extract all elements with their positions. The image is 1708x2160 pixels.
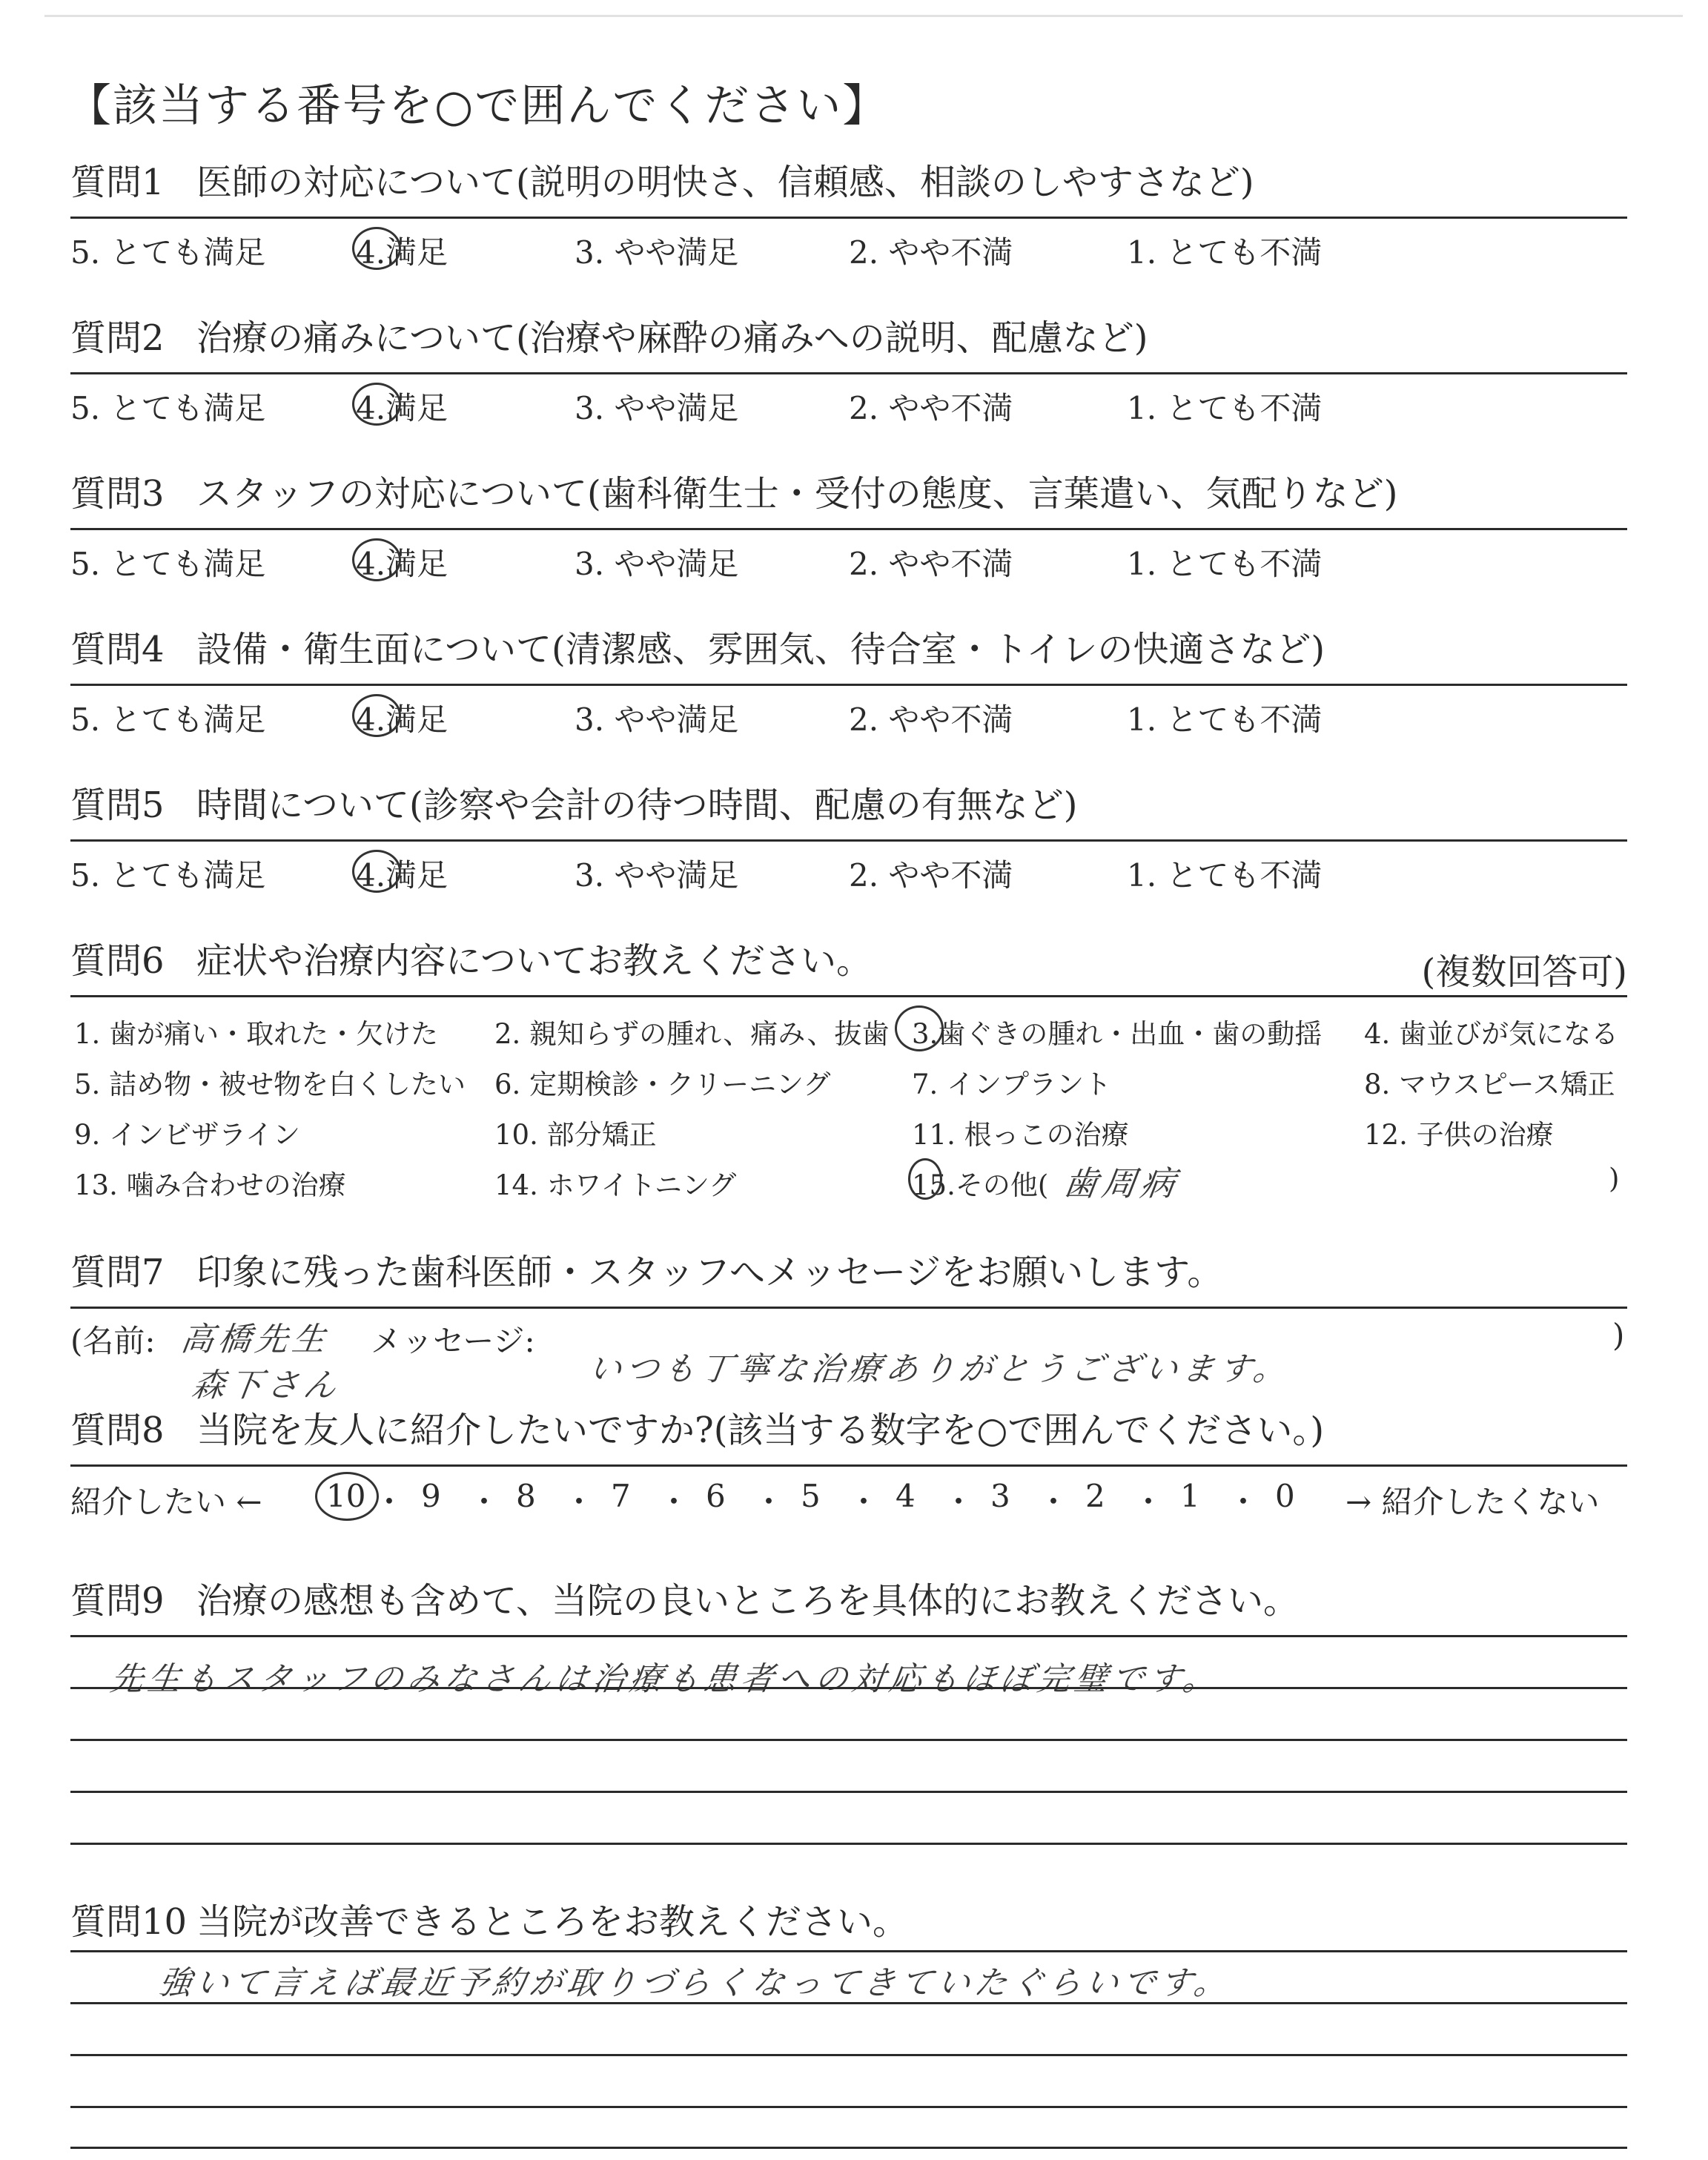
- question-number: 質問2: [70, 317, 165, 359]
- question-6: [70, 940, 1627, 1210]
- question-title: 時間について(診察や会計の待つ時間、配慮の有無など): [196, 785, 1078, 826]
- answer-line: [70, 2106, 1627, 2108]
- scale-separator-dot: ・: [374, 1484, 406, 1520]
- scale-separator-dot: ・: [848, 1484, 880, 1520]
- symptom-option-1[interactable]: 1. 歯が痛い・取れた・欠けた: [74, 1018, 439, 1050]
- symptom-option-13[interactable]: 13. 噛み合わせの治療: [74, 1169, 346, 1201]
- scale-separator-dot: ・: [469, 1484, 500, 1520]
- question-title: 治療の感想も含めて、当院の良いところを具体的にお教えください。: [196, 1580, 1300, 1622]
- question-8: [70, 1410, 1627, 1524]
- symptom-option-2[interactable]: 2. 親知らずの腫れ、痛み、抜歯: [494, 1018, 890, 1050]
- recommend-right-label: → 紹介したくない: [1345, 1484, 1600, 1520]
- question-title: 印象に残った歯科医師・スタッフへメッセージをお願いします。: [196, 1252, 1223, 1293]
- question-5: [70, 785, 1627, 894]
- question-rule: [70, 372, 1627, 374]
- symptom-option-12[interactable]: 12. 子供の治療: [1364, 1119, 1554, 1151]
- question-title: 当院が改善できるところをお教えください。: [196, 1901, 909, 1943]
- question-title: 症状や治療内容についてお教えください。: [196, 940, 873, 982]
- answer-line: [70, 1843, 1627, 1845]
- selected-circle: [908, 1158, 942, 1200]
- option-1[interactable]: 1. とても不満: [1127, 390, 1323, 426]
- question-title: 当院を友人に紹介したいですか?(該当する数字を○で囲んでください。): [196, 1410, 1325, 1451]
- option-1[interactable]: 1. とても不満: [1127, 546, 1323, 582]
- message-handwritten: いつも丁寧な治療ありがとうございます。: [586, 1350, 1294, 1388]
- close-paren: ): [1612, 1317, 1625, 1353]
- symptom-option-11[interactable]: 11. 根っこの治療: [912, 1119, 1129, 1151]
- page-header: 【該当する番号を○で囲んでください】: [67, 80, 889, 132]
- recommend-score-9[interactable]: 9: [421, 1478, 441, 1514]
- option-2[interactable]: 2. やや不満: [849, 701, 1013, 738]
- selected-circle: [895, 1005, 944, 1051]
- recommend-score-1[interactable]: 1: [1180, 1478, 1200, 1514]
- recommend-score-0[interactable]: 0: [1275, 1478, 1295, 1514]
- question-4: [70, 629, 1627, 738]
- question-rule: [70, 995, 1627, 997]
- option-1[interactable]: 1. とても不満: [1127, 701, 1323, 738]
- question-title: スタッフの対応について(歯科衛生士・受付の態度、言葉遣い、気配りなど): [196, 473, 1398, 515]
- symptom-option-15[interactable]: 15.その他(: [912, 1169, 1049, 1201]
- symptom-option-5[interactable]: 5. 詰め物・被せ物を白くしたい: [74, 1069, 466, 1100]
- scale-separator-dot: ・: [753, 1484, 785, 1520]
- symptom-option-10[interactable]: 10. 部分矯正: [494, 1119, 657, 1151]
- option-5[interactable]: 5. とても満足: [70, 546, 266, 582]
- question-2: [70, 317, 1627, 426]
- scale-separator-dot: ・: [563, 1484, 595, 1520]
- option-3[interactable]: 3. やや満足: [575, 234, 739, 271]
- question-title: 医師の対応について(説明の明快さ、信頼感、相談のしやすさなど): [196, 162, 1254, 203]
- option-5[interactable]: 5. とても満足: [70, 390, 266, 426]
- selected-circle: [352, 694, 401, 737]
- question-title: 治療の痛みについて(治療や麻酔の痛みへの説明、配慮など): [196, 317, 1148, 359]
- option-3[interactable]: 3. やや満足: [575, 546, 739, 582]
- selected-circle: [352, 383, 401, 426]
- recommend-scale: [326, 1478, 1364, 1522]
- answer-line: [70, 2054, 1627, 2056]
- question-1: [70, 162, 1627, 271]
- selected-circle: [352, 227, 401, 270]
- recommend-score-8[interactable]: 8: [516, 1478, 536, 1514]
- answer-line: [70, 2147, 1627, 2149]
- symptom-option-7[interactable]: 7. インプラント: [912, 1069, 1112, 1100]
- scale-separator-dot: ・: [1133, 1484, 1165, 1520]
- symptom-option-4[interactable]: 4. 歯並びが気になる: [1364, 1018, 1619, 1050]
- recommend-score-2[interactable]: 2: [1085, 1478, 1105, 1514]
- question-3: [70, 473, 1627, 582]
- question-rule: [70, 839, 1627, 842]
- question-9: [70, 1580, 1627, 1622]
- scale-separator-dot: ・: [943, 1484, 975, 1520]
- option-2[interactable]: 2. やや不満: [849, 546, 1013, 582]
- question-rule: [70, 217, 1627, 219]
- recommend-score-7[interactable]: 7: [611, 1478, 631, 1514]
- question-rule: [70, 1307, 1627, 1309]
- recommend-left-label: 紹介したい ←: [70, 1484, 262, 1520]
- answer-line: [70, 2002, 1627, 2004]
- symptom-option-6[interactable]: 6. 定期検診・クリーニング: [494, 1069, 831, 1100]
- question-number: 質問4: [70, 629, 165, 670]
- option-4[interactable]: 4.満足: [356, 857, 448, 894]
- question-number: 質問5: [70, 785, 165, 826]
- question-number: 質問10: [70, 1901, 188, 1943]
- other-close-paren: ): [1609, 1163, 1620, 1195]
- option-2[interactable]: 2. やや不満: [849, 857, 1013, 894]
- improvement-handwritten: 強いて言えば最近予約が取りづらくなってきていたぐらいです。: [156, 1964, 1234, 2002]
- name-label: (名前:: [70, 1323, 156, 1359]
- message-label: メッセージ:: [371, 1323, 535, 1359]
- option-1[interactable]: 1. とても不満: [1127, 857, 1323, 894]
- symptom-option-8[interactable]: 8. マウスピース矯正: [1364, 1069, 1615, 1100]
- question-rule: [70, 684, 1627, 686]
- selected-circle: [352, 850, 401, 893]
- question-number: 質問7: [70, 1252, 165, 1293]
- multiple-answers-note: (複数回答可): [1421, 951, 1627, 993]
- question-number: 質問1: [70, 162, 165, 203]
- question-number: 質問3: [70, 473, 165, 515]
- option-2[interactable]: 2. やや不満: [849, 234, 1013, 271]
- scale-separator-dot: ・: [658, 1484, 690, 1520]
- question-number: 質問6: [70, 940, 165, 982]
- question-10: [70, 1901, 1627, 1943]
- symptom-option-9[interactable]: 9. インビザライン: [74, 1119, 300, 1151]
- question-title: 設備・衛生面について(清潔感、雰囲気、待合室・トイレの快適さなど): [196, 629, 1325, 670]
- option-4[interactable]: 4.満足: [356, 546, 448, 582]
- question-number: 質問8: [70, 1410, 165, 1451]
- scale-separator-dot: ・: [1038, 1484, 1070, 1520]
- question-rule: [70, 1464, 1627, 1467]
- answer-line: [70, 1635, 1627, 1637]
- symptom-option-14[interactable]: 14. ホワイトニング: [494, 1169, 737, 1201]
- option-4[interactable]: 4.満足: [356, 390, 448, 426]
- selected-circle: [315, 1472, 379, 1521]
- option-3[interactable]: 3. やや満足: [575, 390, 739, 426]
- scale-separator-dot: ・: [1228, 1484, 1260, 1520]
- good-points-handwritten: 先生もスタッフのみなさんは治療も患者への対応もほぼ完璧です。: [107, 1660, 1223, 1698]
- question-rule: [70, 528, 1627, 530]
- answer-line: [70, 1791, 1627, 1793]
- question-7: [70, 1252, 1627, 1404]
- top-edge-line: [44, 15, 1683, 17]
- answer-line: [70, 1739, 1627, 1741]
- selected-circle: [352, 538, 401, 581]
- question-number: 質問9: [70, 1580, 165, 1622]
- answer-line: [70, 1687, 1627, 1689]
- answer-line: [70, 1950, 1627, 1952]
- staff-name-handwritten-1: 高橋先生: [178, 1321, 332, 1358]
- recommend-score-10[interactable]: 10: [326, 1478, 366, 1514]
- recommend-score-4[interactable]: 4: [896, 1478, 916, 1514]
- recommend-score-5[interactable]: 5: [801, 1478, 821, 1514]
- recommend-score-6[interactable]: 6: [706, 1478, 726, 1514]
- option-5[interactable]: 5. とても満足: [70, 234, 266, 271]
- option-5[interactable]: 5. とても満足: [70, 701, 266, 738]
- option-4[interactable]: 4.満足: [356, 234, 448, 271]
- option-2[interactable]: 2. やや不満: [849, 390, 1013, 426]
- option-4[interactable]: 4.満足: [356, 701, 448, 738]
- option-5[interactable]: 5. とても満足: [70, 857, 266, 894]
- staff-name-handwritten-2: 森下さん: [189, 1367, 343, 1404]
- option-1[interactable]: 1. とても不満: [1127, 234, 1323, 271]
- option-3[interactable]: 3. やや満足: [575, 857, 739, 894]
- recommend-score-3[interactable]: 3: [990, 1478, 1010, 1514]
- other-handwritten: 歯周病: [1060, 1163, 1182, 1203]
- option-3[interactable]: 3. やや満足: [575, 701, 739, 738]
- symptom-option-3[interactable]: 3.歯ぐきの腫れ・出血・歯の動揺: [912, 1018, 1323, 1050]
